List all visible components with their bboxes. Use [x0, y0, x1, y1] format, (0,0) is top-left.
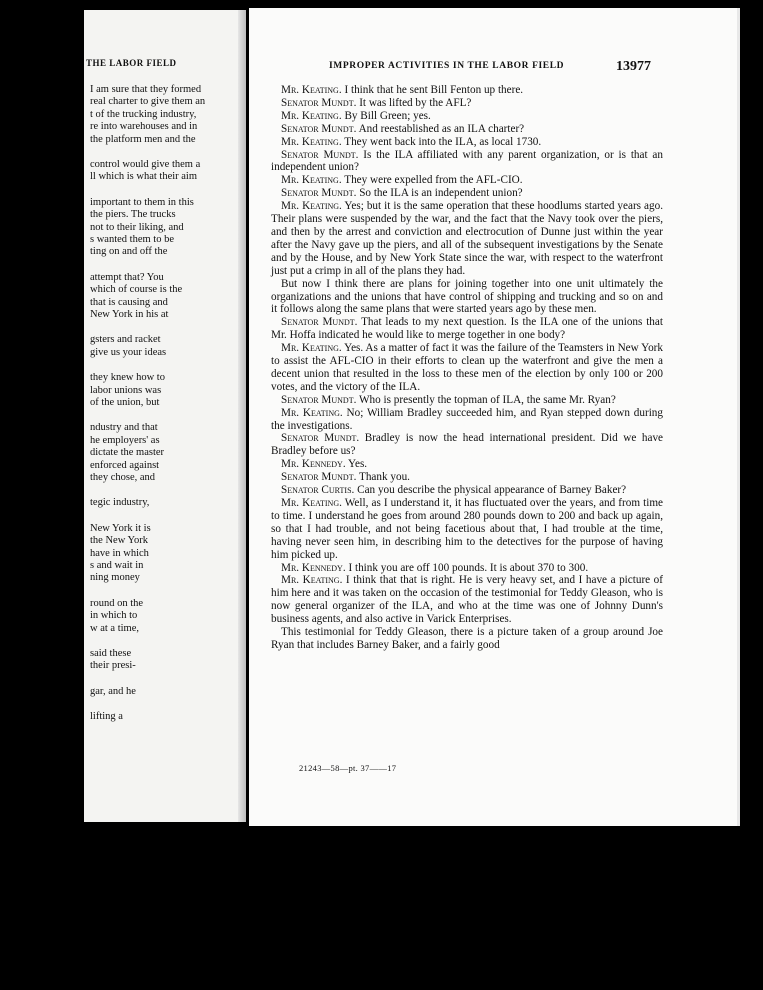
- left-page-line: of the union, but: [90, 397, 160, 408]
- testimony-paragraph: [271, 174, 663, 187]
- testimony-paragraph: [271, 187, 663, 200]
- left-page-line: ndustry and that: [90, 422, 158, 434]
- speaker-name: Mr. Keating.: [281, 497, 342, 509]
- testimony-paragraph: [271, 200, 663, 277]
- left-page-line: dictate the master: [90, 447, 165, 459]
- paragraph-text: But now I think there are plans for joining together into one unit ultimately the organizations and the unions that have control of shipping and trucking and so on and it follows along the same plans that were started years ago by these men.: [271, 277, 663, 316]
- left-page: [84, 10, 246, 822]
- left-page-line: round on the: [90, 597, 144, 609]
- left-page-line: the platform men and the: [90, 133, 196, 145]
- testimony-paragraph: [271, 136, 663, 149]
- page-edge: [737, 8, 740, 826]
- left-page-line: w at a time,: [90, 622, 139, 634]
- testimony-paragraph: [271, 574, 663, 626]
- left-page-line: that is causing and: [90, 296, 168, 308]
- testimony-paragraph: [271, 97, 663, 110]
- paragraph-text: That leads to my next question. Is the ILA one of the unions that Mr. Hoffa indicated he would like to merge together in one body?: [271, 316, 663, 342]
- paragraph-text: No; William Bradley succeeded him, and Ryan stepped down during the investigations.: [271, 406, 663, 432]
- testimony-paragraph: [271, 316, 663, 342]
- left-page-line: give us your ideas: [90, 346, 167, 358]
- left-page-line: have in which: [90, 547, 149, 559]
- page-number: 13977: [616, 59, 651, 74]
- left-page-line: gar, and he: [90, 685, 136, 697]
- paragraph-text: I think that that is right. He is very heavy set, and I have a picture of him here and it was taken on the occasion of the testimonial for Teddy Gleason, who is now general organizer of the ILA, and who at the time was one of Johnny Dunn's business agents, and also active in Varick Enterprises.: [271, 574, 664, 626]
- speaker-name: Senator Mundt.: [281, 316, 358, 329]
- left-page-line: labor unions was: [90, 384, 162, 396]
- paragraph-text: Yes.: [345, 458, 368, 471]
- speaker-name: Mr. Keating.: [281, 174, 342, 187]
- testimony-paragraph: [271, 497, 663, 562]
- testimony-paragraph: [271, 484, 663, 497]
- paragraph-text: Is the ILA affiliated with any parent organization, or is that an independent union?: [271, 148, 663, 174]
- paragraph-text: And reestablished as an ILA charter?: [356, 122, 525, 135]
- paragraph-text: Yes. As a matter of fact it was the failure of the Teamsters in New York to assist the AFL-CIO in their efforts to clean up the waterfront and give the men a decent union that resulted in the loss to these men of the election by only 100 or 200 votes, and the victory of the ILA.: [271, 342, 663, 393]
- left-page-line: tegic industry,: [90, 497, 150, 509]
- right-page: [249, 8, 737, 826]
- testimony-paragraph: [271, 626, 663, 652]
- paragraph-text: So the ILA is an independent union?: [356, 187, 523, 200]
- paragraph-text: Well, as I understand it, it has fluctuated over the years, and from time to time. I understand he goes from around 280 pounds down to 200 and back up again, so that I had trouble, and not being facetious about that, I had trouble at the time, having never seen him, in describing him to the detectives for the purpose of having him picked up.: [271, 497, 663, 561]
- left-page-line: re into warehouses and in: [90, 121, 198, 133]
- speaker-name: Mr. Kennedy.: [281, 561, 346, 574]
- speaker-name: Mr. Keating.: [281, 135, 342, 148]
- testimony-paragraph: [271, 149, 663, 175]
- speaker-name: Mr. Keating.: [281, 84, 342, 96]
- left-page-line: attempt that? You: [90, 271, 164, 283]
- speaker-name: Mr. Keating.: [281, 109, 342, 122]
- left-page-line: lifting a: [90, 711, 123, 723]
- paragraph-text: They went back into the ILA, as local 1730.: [341, 135, 542, 148]
- testimony-paragraph: [271, 278, 663, 317]
- left-page-line: real charter to give them an: [90, 96, 206, 108]
- paragraph-text: They were expelled from the AFL-CIO.: [341, 174, 523, 187]
- left-page-line: the piers. The trucks: [90, 209, 176, 221]
- left-page-line: control would give them a: [90, 159, 201, 170]
- paragraph-text: By Bill Green; yes.: [341, 109, 431, 122]
- paragraph-text: Bradley is now the head international president. Did we have Bradley before us?: [271, 432, 663, 458]
- left-page-line: they knew how to: [90, 372, 165, 384]
- testimony-paragraph: [271, 110, 663, 123]
- speaker-name: Senator Mundt.: [281, 432, 360, 445]
- speaker-name: Senator Mundt.: [281, 187, 357, 200]
- left-page-line: their presi-: [90, 660, 136, 672]
- running-head: IMPROPER ACTIVITIES IN THE LABOR FIELD: [329, 61, 565, 71]
- left-page-line: not to their liking, and: [90, 221, 184, 233]
- left-page-line: ning money: [90, 572, 140, 584]
- left-page-line: t of the trucking industry,: [90, 108, 197, 120]
- speaker-name: Mr. Keating.: [281, 200, 342, 213]
- left-page-line: said these: [90, 648, 132, 659]
- testimony-paragraph: [271, 394, 663, 407]
- paragraph-text: I think that he sent Bill Fenton up there.: [341, 84, 524, 96]
- testimony-paragraph: [271, 407, 663, 433]
- paragraph-text: This testimonial for Teddy Gleason, there is a picture taken of a group around Joe Ryan that includes Barney Baker, and a fairly good: [271, 626, 663, 651]
- left-page-line: ting on and off the: [90, 246, 168, 258]
- speaker-name: Senator Mundt.: [281, 148, 359, 161]
- speaker-name: Mr. Keating.: [281, 574, 343, 587]
- left-page-line: important to them in this: [90, 196, 194, 208]
- left-page-line: in which to: [90, 610, 138, 622]
- speaker-name: Senator Mundt.: [281, 471, 357, 484]
- paragraph-text: I think you are off 100 pounds. It is about 370 to 300.: [345, 561, 589, 574]
- paragraph-text: Who is presently the topman of ILA, the same Mr. Ryan?: [356, 393, 616, 406]
- testimony-paragraph: [271, 84, 663, 97]
- paragraph-text: It was lifted by the AFL?: [356, 96, 472, 109]
- left-page-line: ll which is what their aim: [90, 171, 198, 183]
- left-page-line: New York in his at: [90, 309, 169, 320]
- left-page-line: gsters and racket: [90, 334, 161, 346]
- gutter-shadow: [238, 10, 246, 822]
- speaker-name: Mr. Keating.: [281, 406, 343, 419]
- left-running-head: THE LABOR FIELD: [86, 58, 177, 68]
- left-page-line: New York it is: [90, 522, 151, 534]
- speaker-name: Mr. Kennedy.: [281, 458, 346, 471]
- left-page-line: he employers' as: [90, 434, 160, 446]
- left-page-line: enforced against: [90, 459, 160, 471]
- speaker-name: Senator Curtis.: [281, 484, 355, 497]
- testimony-paragraph: [271, 342, 663, 394]
- left-page-line: which of course is the: [90, 284, 183, 296]
- left-page-line: they chose, and: [90, 472, 156, 483]
- page-footer: 21243—58—pt. 37——17: [299, 763, 397, 773]
- paragraph-text: Can you describe the physical appearance of Barney Baker?: [354, 484, 627, 497]
- testimony-paragraph: [271, 562, 663, 575]
- testimony-paragraph: [271, 432, 663, 458]
- testimony-paragraph: [271, 123, 663, 136]
- testimony-paragraph: [271, 458, 663, 471]
- paragraph-text: Yes; but it is the same operation that these hoodlums started years ago. Their plans were suspended by the war, and the fact that the Navy took over the piers, and then by the arrest and conviction and electrocution of Dunne just within the year after the Navy gave up the piers, and all of the subsequent investigations by the Senate and by the House, and by New York State since the war, with respect to the waterfront just put a crimp in all of the plans they had.: [271, 200, 663, 277]
- left-page-line: the New York: [90, 535, 149, 547]
- paragraph-text: Thank you.: [356, 471, 410, 484]
- testimony-paragraph: [271, 471, 663, 484]
- left-page-line: s wanted them to be: [90, 234, 174, 245]
- speaker-name: Senator Mundt.: [281, 393, 357, 406]
- speaker-name: Senator Mundt.: [281, 122, 357, 135]
- speaker-name: Senator Mundt.: [281, 96, 357, 109]
- left-page-line: s and wait in: [90, 560, 144, 571]
- speaker-name: Mr. Keating.: [281, 342, 342, 355]
- page-body: [271, 84, 663, 652]
- left-page-line: I am sure that they formed: [90, 84, 202, 95]
